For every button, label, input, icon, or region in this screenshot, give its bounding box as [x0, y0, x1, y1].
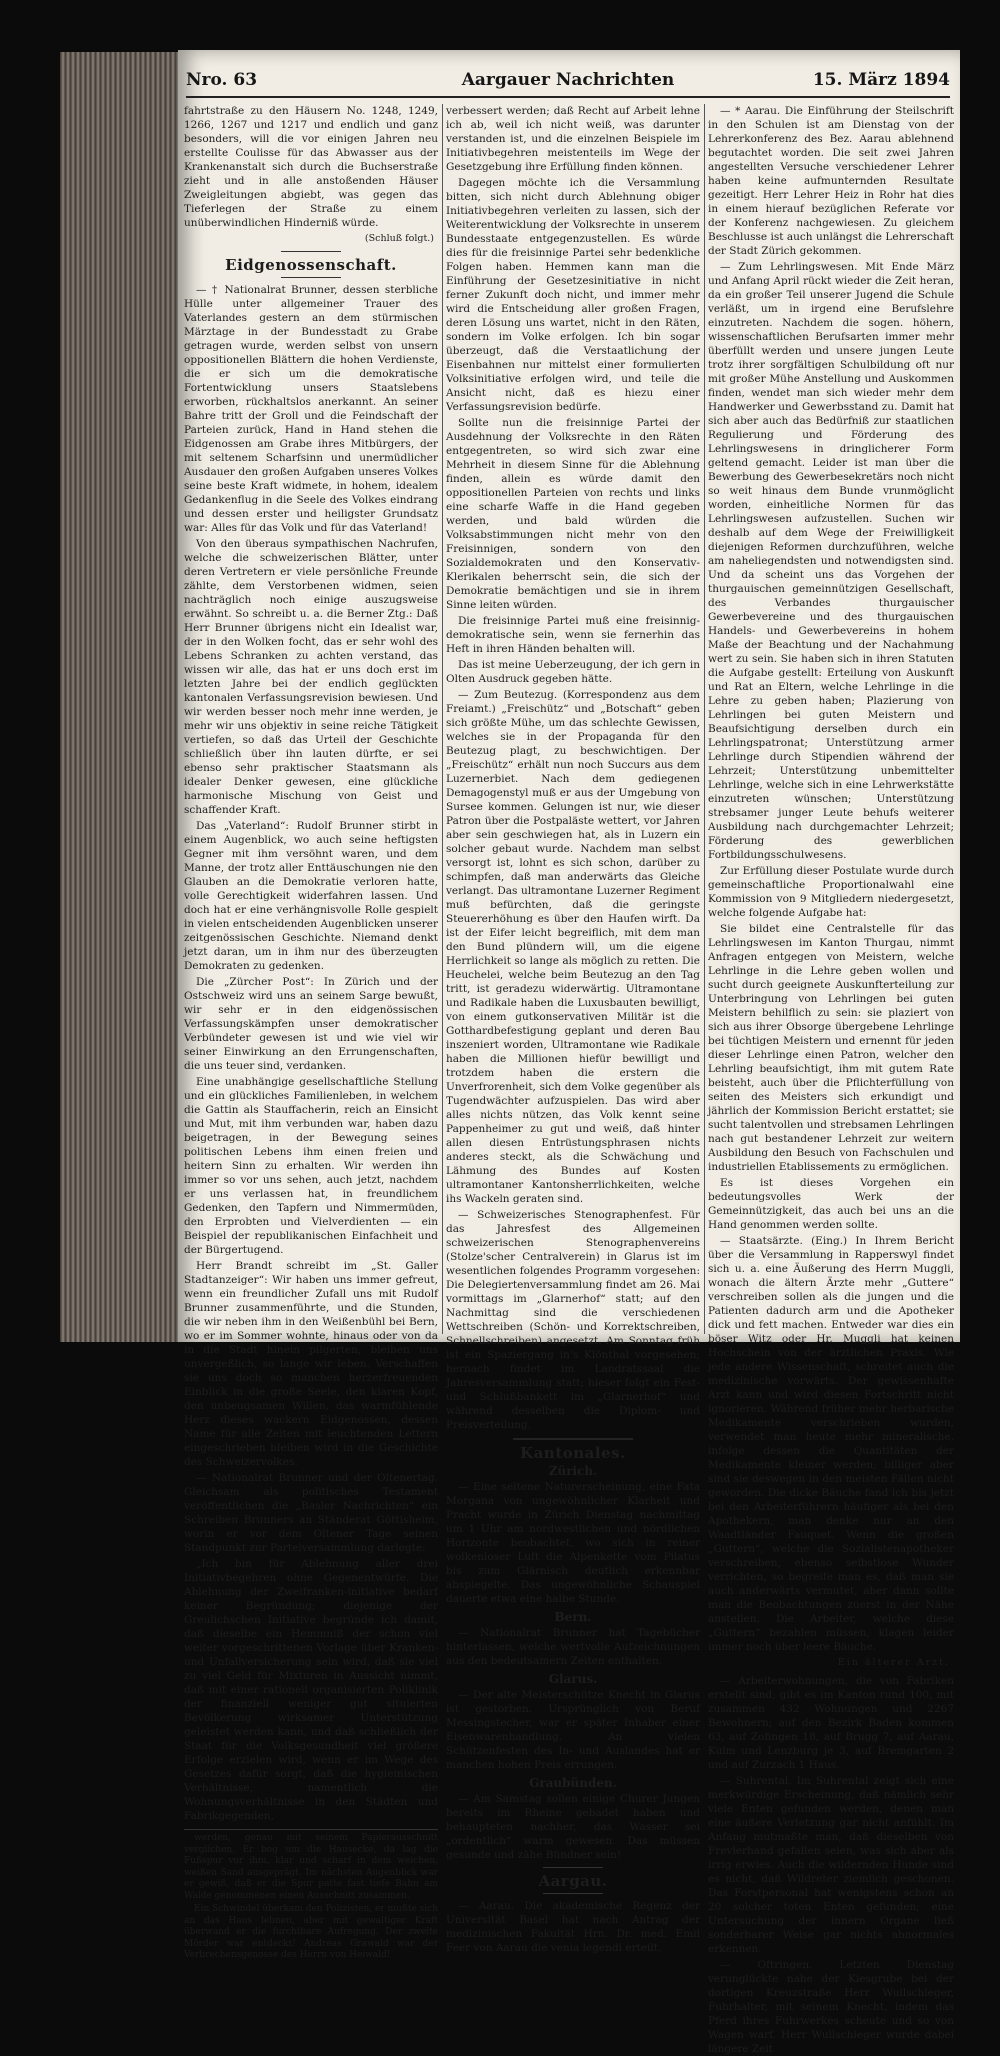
book-edge [60, 52, 178, 1342]
separator-rule [543, 1867, 603, 1868]
newspaper-page [178, 50, 960, 2055]
article-paragraph: Dagegen möchte ich die Versammlung bitten, sich nicht durch Ablehnung obiger Initiativbegehren verleiten zu lassen, sich der Weiterentwicklung der Volksrechte in unserem Bundesstaate entgegenzustellen. Es würde dies für die freisinnige Partei sehr bedenkliche Folgen haben. Hemmen kann man die Einführung der Gesetzesinitiative in nicht ferner Zukunft doch nicht, und immer mehr wird die Entscheidung aller großen Fragen, deren Lösung uns wartet, nicht in den Räten, sondern im Volke erfolgen. Ich bin sogar überzeugt, daß die Verstaatlichung der Eisenbahnen nur mittelst einer formulierten Volksinitiative erfolgen wird, und teile die Ansicht nicht, daß es hiezu einer Verfassungsrevision bedürfe. [446, 177, 700, 413]
article-paragraph: Eine unabhängige gesellschaftliche Stellung und ein glückliches Familienleben, in welchem die Gattin als Stauffacherin, reich an Einsicht und Mut, mit ihm verbunden war, haben dazu beigetragen, in der Bewegung seines politischen Lebens ihm einen freien und heitern Sinn zu erhalten. Wir werden ihn immer so vor uns sehen, auch jetzt, nachdem er uns verlassen hat, in freundlichem Gedenken, den Tapfern und Nimmermüden, den Erprobten und Vielverdienten — ein Beispiel der republikanischen Einfachheit und der Bürgertugend. [184, 1076, 438, 1256]
article-paragraph: — Eine seltene Naturerscheinung, eine Fata Morgana von ungewöhnlicher Klarheit und Pracht wurde in Zürich Dienstag nachmittag um 1 Uhr am nordwestlichen und nördlichen Horizonte beobachtet, wo sich in reiner wolkenloser Luft die Alpenkette vom Pilatus bis zum Glärnisch deutlich erkennbar abspiegelte. Das ungewöhnliche Schauspiel dauerte etwa eine halbe Stunde. [446, 1481, 700, 1605]
issue-number: Nro. 63 [186, 70, 258, 90]
article-paragraph: — Am Samstag sollen einige Churer Jungen bereits im Rheine gebadet haben und behaupteten nachher, das Wasser sei „ordentlich“ warm gewesen. Das müssen gesunde und zähe Bündner sein! [446, 1793, 700, 1861]
issue-date: 15. März 1894 [812, 70, 950, 90]
section-heading: Aargau. [538, 1872, 608, 1890]
article-paragraph: — Zum Beutezug. (Korrespondenz aus dem Freiamt.) „Freischütz“ und „Botschaft“ geben sich größte Mühe, um das schlechte Gewissen, welches sie in der Propaganda für den Beutezug plagt, zu beschwichtigen. Der „Freischütz“ erhält nun noch Succurs aus dem Luzernerbiet. Nach dem gediegenen Demagogenstyl muß er aus der Umgebung von Sursee kommen. Gelungen ist nur, wie dieser Patron über die Postpaläste wettert, vor Jahren aber sein geschwiegen hat, als in Luzern ein solcher gebaut wurde. Nachdem man selbst versorgt ist, lohnt es sich schon, darüber zu schimpfen, daß man anderwärts das Gleiche verlangt. Das ultramontane Luzerner Regiment muß befürchten, daß die geringste Steuererhöhung es über den Haufen wirft. Da ist der Eifer leicht begreiflich, mit dem man den Bund plündern will, um die eigene Herrlichkeit so lange als möglich zu retten. Die Heuchelei, welche beim Beutezug an den Tag tritt, ist geradezu widerwärtig. Ultramontane und Radikale haben die Luxusbauten bewilligt, von einem gutkonservativen Militär ist die Gotthardbefestigung geplant und deren Bau inszeniert worden, Ultramontane wie Radikale haben die Millionen hiefür bewilligt und trotzdem haben die erstern die Unverfrorenheit, sich dem Volke gegenüber als Tugendwächter aufzuspielen. Das wird aber alles nichts nützen, das Volk kennt seine Pappenheimer zu gut und weiß, daß hinter allen diesen Entrüstungsphrasen nichts anderes steckt, als die Schwächung und Lähmung des Bundes auf Kosten ultramontaner Kantonsherrlichkeiten, welche ihs Wackeln geraten sind. [446, 689, 700, 1205]
feuilleton-footnote [184, 1829, 438, 1962]
newspaper-title: Aargauer Nachrichten [461, 70, 675, 90]
separator-rule [543, 1893, 603, 1894]
section-heading: Kantonales. [520, 1444, 626, 1462]
article-paragraph: — Suhrental. Im Suhrental zeigt sich eine merkwürdige Erscheinung, daß nämlich sehr viele Enten gefunden werden, denen man eine äußere Verletzung gar nicht anfühlt. Im Anfang mutmaßte man, daß dieselben von Frevlerhand gefallen seien, was sich aber als irrig erwies. Auch die wildernden Hunde sind es nicht, daß Wildreter ziemlich geschonen. Das Forstpersonal hat wenigstens schon an 20 solcher toten Enten gefunden; eine Untersuchung der innern Organe ließ sonderbarer Weise gar nichts abnormales erkennen. [708, 1775, 954, 1955]
continuation-note: (Schluß folgt.) [364, 233, 434, 244]
header-rule [186, 96, 950, 98]
article-paragraph: — Nationalrat Brunner und der Oltenertag. Gleichsam als politisches Testament veröffentlichen die „Basler Nachrichten“ ein Schreiben Brunners an Ständerat Göttisheim, worin er vor dem Oltener Tage seinen Standpunkt zur Parteiversammlung darlegte: [184, 1472, 438, 1554]
article-paragraph: — † Nationalrat Brunner, dessen sterbliche Hülle unter allgemeiner Trauer des Vaterlandes gestern an dem stürmischen Märztage in der Bundesstadt zu Grabe getragen wurde, werden selbst von unsern oppositionellen Blättern die hohen Verdienste, die er sich um die demokratische Fortentwicklung unsers Staatslebens erworben, rückhaltslos anerkannt. An seiner Bahre tritt der Groll und die Feindschaft der Parteien zurück, Hand in Hand stehen die Eidgenossen am Grabe ihres Mitbürgers, der mit seltenem Scharfsinn und unermüdlicher Ausdauer den großen Aufgaben unseres Volkes seine beste Kraft widmete, in hohem, idealem Gedankenflug in die Seele des Volkes eindrang und dessen erster und heiligster Grundsatz war: Alles für das Volk und für das Vaterland! [184, 284, 438, 534]
article-paragraph: Das „Vaterland“: Rudolf Brunner stirbt in einem Augenblick, wo auch seine heftigsten Gegner mit ihm versöhnt waren, und dem Manne, der trotz aller Enttäuschungen nie den Glauben an die Demokratie verloren hatte, volle Gerechtigkeit widerfahren lassen. Und doch hat er eine verhängnisvolle Rolle gespielt in vielen entscheidenden Augenblicken unserer zeitgenössischen Geschichte. Niemand denkt jetzt daran, um in ihm nur des überzeugten Demokraten zu gedenken. [184, 820, 438, 972]
article-paragraph: Herr Brandt schreibt im „St. Galler Stadtanzeiger“: Wir haben uns immer gefreut, wenn ein freundlicher Zufall uns mit Rudolf Brunner zusammenführte, und die Stunden, die wir neben ihm in den Weißenbühl bei Bern, wo er im Sommer wohnte, hinaus oder von da in die Stadt hinein pilgerten, bleiben uns unvergeßlich, so lange wir leben. Verschaffen sie uns doch so manchen herzerfreuenden Einblick in die große Seele, den klaren Kopf, den unbeugsamen Willen, das warmfühlende Herz dieses wackern Eidgenossen, dessen Name für alle Zeiten mit leuchtenden Lettern eingeschrieben bleiben wird in die Geschichte des Schweizervolkes. [184, 1260, 438, 1468]
article-paragraph: — Nationalrat Brunner hat Tagebücher hinterlassen, welche wertvolle Aufzeichnungen aus den bedeutsamern Zeiten enthalten. [446, 1627, 700, 1667]
article-paragraph: — Oftringen. Letzten Dienstag verunglückte nahe der Kiesgrube bei der dortigen Kreuzstraße Herr Wullschleger, Fuhrhalter, mit seinem Knecht, indem das Pferd ihres Fuhrwerkes scheute und so von Wagen warf. Herr Wullschleger wurde dabei längere Zeit [708, 1959, 954, 2055]
article-paragraph: Die freisinnige Partei muß eine freisinnig-demokratische sein, wenn sie fernerhin das Heft in ihren Händen behalten will. [446, 615, 700, 655]
article-paragraph: — Schweizerisches Stenographenfest. Für das Jahresfest des Allgemeinen schweizerischen Stenographenvereins (Stolze'scher Centralverein) in Glarus ist im wesentlichen folgendes Programm vorgesehen: Die Delegiertenversammlung findet am 26. Mai vormittags im „Glarnerhof“ statt; auf den Nachmittag sind die verschiedenen Wettschreiben (Schön- und Korrektschreiben, Schnellschreiben) angesetzt. Am Sonntag früh ist ein Spaziergang in's Klönthal vorgesehen; hernach findet im Landratssaal die Jahresversammlung statt; hieser folgt ein Fest- und Schlußbankett im „Glarnerhof“ und während desselben die Diplom- und Preisverteilung. [446, 1209, 700, 1431]
article-paragraph: Zur Erfüllung dieser Postulate wurde durch gemeinschaftliche Proportionalwahl eine Kommission von 9 Mitgliedern niedergesetzt, welche folgende Aufgabe hat: [708, 865, 954, 919]
article-paragraph: — * Aarau. Die Einführung der Steilschrift in den Schulen ist am Dienstag von der Lehrerkonferenz des Bez. Aarau ablehnend begutachtet worden. Die seit zwei Jahren angestellten Versuche verschiedener Lehrer haben keine aufmunternden Resultate gezeitigt. Herr Lehrer Heiz in Rohr hat dies in einem hierauf bezüglichen Referate vor der Konferenz nachgewiesen. Zu gleichem Beschlusse ist auch unlängst die Lehrerschaft der Stadt Zürich gekommen. [708, 105, 954, 257]
separator-rule [281, 277, 341, 278]
article-signature: Ein älterer Arzt. [837, 1657, 950, 1668]
article-paragraph: Sollte nun die freisinnige Partei der Ausdehnung der Volksrechte in den Räten entgegentreten, so wird sich zwar eine Mehrheit in diesem Sinne für die Ablehnung finden, allein es würde damit den oppositionellen Parteien von rechts und links eine scharfe Waffe in die Hand gegeben werden, und bald würden die Volksabstimmungen nicht mehr von den Freisinnigen, sondern von den Sozialdemokraten und den Konservativ-Klerikalen beherrscht sein, die sich der Demokratie bemächtigen und sie in ihrem Sinne leiten würden. [446, 417, 700, 611]
column-divider [704, 104, 705, 1334]
article-paragraph: Die „Zürcher Post“: In Zürich und der Ostschweiz wird uns an seinem Sarge bewußt, wir sehr er in den eidgenössischen Verfassungskämpfen unser demokratischer Verbündeter gewesen ist und wie viel wir seiner Einwirkung an den Errungenschaften, die uns teuer sind, verdanken. [184, 976, 438, 1072]
column-right [708, 104, 954, 2055]
article-paragraph: — Arbeiterwohnungen, die von Fabriken erstellt sind, gibt es im Kanton rund 100, mit zusammen 432 Wohnungen und 2267 Bewohnern; auf den Bezirk Baden kommen 63, auf Zofingen 18, auf Brugg 7, auf Aarau, Kulm und Lenzburg je 3, auf Bremgarten 2 und auf Zurzach 1 Haus. [708, 1675, 954, 1771]
article-paragraph: — Staatsärzte. (Eing.) In Ihrem Bericht über die Versammlung in Rapperswyl findet sich u. a. eine Äußerung des Herrn Muggli, wonach die ältern Ärzte mehr „Guttere“ verschreiben sollen als die jungen und die Patienten dadurch arm und die Apotheker dick und fett machen. Entweder war dies ein böser Witz oder Hr. Muggli hat keinen Hochschein von der ärztlichen Praxis. Wie jede andere Wissenschaft, schreitet auch die medizinische vorwärts. Der gewissenhafte Arzt kann und wird diesen Fortschritt nicht ignorieren. Während früher mehr herbarische Medikamente verschrieben wurden, verwendet man heute mehr mineralische, infolge dessen die Quantitäten der Medikamente kleiner werden; billiger aber sind sie deswegen in den meisten Fällen nicht geworden. Die dicke Bäuche fand ich bis jetzt bei den Arbeiterführern häufiger als bei den Apothekern, man denke nur an den Waadtländer Fauquet. Wenn die großen „Guttern“, welche die Sozialistenapotheker verschreiben, ebenso selbstlose Wunder verrichten, so begreife man es, daß man sie auch anderwärts vermutet, aber dann sollte man die Beobachtungen zuerst in der Nähe anstellen. Die Arbeiter, welche diese „Guttern“ bezahlen müssen, klagen leider immer noch über leere Bäuche. [708, 1235, 954, 1653]
canton-heading: Glarus. [548, 1672, 598, 1686]
separator-rule [513, 1438, 633, 1440]
footnote-paragraph: werden, genau mit seinem Papierausschnitt verglichen. Er bog um die Hausecke, da lag die Fußspur vor ihm, klar und scharf in dem weichen, weißen Sand ausgeprägt. Im nächsten Augenblick war er gewiß, daß er die Spur patte fast tiefe Bahn am Walde genommenen einen Ausschnitt zusammen. [184, 1833, 438, 1901]
article-paragraph: fahrtstraße zu den Häusern No. 1248, 1249, 1266, 1267 und 1217 und endlich und ganz besonders, will die vor einigen Jahren neu erstellte Coulisse für das Abwasser aus der Krankenanstalt sich durch die Buchserstraße zieht und in alle anstoßenden Häuser Zweigleitungen abgiebt, was gegen das Tieferlegen der Straße zu einem unüberwindlichen Hinderniß würde. [184, 105, 438, 229]
footnote-paragraph: Ein Schwindel überkam den Polizisten, er mußte sich an das Haus lehnen, aber mit gewaltiger Kraft überwand er die furchtbare Aufregung. Der zweite Mörder war entdeckt! Andreas Grawald war der Verbrechensgenosse des Herrn von Heiwald! [184, 1904, 438, 1960]
article-paragraph: Das ist meine Ueberzeugung, der ich gern in Olten Ausdruck gegeben hätte. [446, 659, 700, 685]
article-paragraph: Von den überaus sympathischen Nachrufen, welche die schweizerischen Blätter, unter deren Vertretern er viele persönliche Freunde zählte, dem Verstorbenen widmen, seien nachträglich noch einige auszugsweise erwähnt. So schreibt u. a. die Berner Ztg.: Daß Herr Brunner übrigens nicht ein Idealist war, der in den Wolken focht, das er sehr wohl des Lebens Schranken zu achten verstand, das wissen wir alle, das hat er uns doch erst im letzten Jahre bei der endlich geglückten kantonalen Verfassungsrevision bewiesen. Und wir werden besser noch mehr inne werden, je mehr wir uns objektiv in seine reiche Tätigkeit vertiefen, so daß das Urteil der Geschichte schließlich über ihn lauten dürfte, er sei ebenso sehr praktischer Staatsmann als idealer Denker gewesen, eine glückliche harmonische Mischung von Geist und schaffender Kraft. [184, 538, 438, 816]
article-paragraph: verbessert werden; daß Recht auf Arbeit lehne ich ab, weil ich nicht weiß, was darunter verstanden ist, und die einzelnen Beispiele im Initiativbegehren meistenteils im Wege der Gesetzgebung ihre Erfüllung finden können. [446, 105, 700, 173]
canton-heading: Graubünden. [529, 1776, 617, 1790]
article-paragraph: — Der alte Meisterschütze Knecht in Glarus ist gestorben. Ursprünglich von Beruf Messingstecher, war er später Inhaber einer Eisenwarenhandlung. An vielen Schützenfesten des In- und Auslandes hat er manchen hohen Preis errungen. [446, 1689, 700, 1771]
section-heading: Eidgenossenschaft. [225, 256, 397, 274]
article-paragraph: „Ich bin für Ablehnung aller drei Initiativbegehren ohne Gegenentwürfe. Die Ablehnung der Zweifranken-initiative bedarf keiner Begründung; diejenige der Greulichschen Initiative begründe ich damit, daß dieselbe ein Hemmniß der schon viel weiter vorgeschrittenen Vorlage über Kranken- und Unfallversicherung sein wird, daß sie viel zu viel Geld für Mixturen in Aussicht nimmt, daß mit einer rationell organisierten Poliklinik der finanziell weniger gut situierten Bevölkerung wirksamer Unterstützung geleistet werden kann, und daß schließlich der Staat für die Volksgesundheit viel größere Erfolge erzielen wird, wenn er im Wege des Gesetzes dafür sorgt, daß die hygieinischen Verhältnisse, namentlich die Wohnungsverhältnisse in den Städten und Fabrikgegenden, [184, 1558, 438, 1822]
article-paragraph: — Zum Lehrlingswesen. Mit Ende März und Anfang April rückt wieder die Zeit heran, da ein großer Teil unserer Jugend die Schule verläßt, um in irgend eine Berufslehre einzutreten. Nachdem die sogen. höhern, wissenschaftlichen Berufsarten immer mehr überfüllt werden und unsere jungen Leute trotz ihrer sorgfältigen Schulbildung oft nur mit großer Mühe Anstellung und Auskommen finden, wendet man sich wieder mehr dem Handwerker und Gewerbsstand zu. Damit hat sich aber auch das Bedürfniß zur staatlichen Regulierung und Förderung des Lehrlingswesens in dringlicherer Form geltend gemacht. Leider ist man über die Bewerbung des Gewerbesekretärs noch nicht so weit hinaus dem Bunde vrunmöglicht worden, einheitliche Normen für das Lehrlingswesen aufzustellen. Suchen wir deshalb auf dem Wege der Freiwilligkeit diejenigen Reformen durchzuführen, welche am naheliegendsten und notwendigsten sind. Und da scheint uns das Vorgehen der thurgauischen gemeinnützigen Gesellschaft, des Verbandes thurgauischer Gewerbevereine und des thurgauischen Handels- und Gewerbevereins in hohem Maße der Beachtung und der Nachahmung wert zu sein. Sie haben sich in ihren Statuten die Aufgabe gestellt: Erteilung von Auskunft und Rat an Eltern, welche Lehrlinge in die Lehre zu geben haben; Plazierung von Lehrlingen bei guten Meistern und Beaufsichtigung derselben durch ein Lehrlingspatronat; Unterstützung armer Lehrlinge durch Stipendien während der Lehrzeit; Unterstützung unbemittelter Lehrlinge, welche sich in eine Lehrwerkstätte einzutreten wünschen; Unterstützung strebsamer junger Leute behufs weiterer Ausbildung nach durchgemachter Lehrzeit; Förderung des gewerblichen Fortbildungsschulwesens. [708, 261, 954, 861]
column-middle [446, 104, 700, 1954]
canton-heading: Bern. [554, 1610, 592, 1624]
article-paragraph: Es ist dieses Vorgehen ein bedeutungsvolles Werk der Gemeinnützigkeit, das auch bei uns an die Hand genommen werden sollte. [708, 1177, 954, 1231]
separator-rule [281, 251, 341, 252]
column-divider [442, 104, 443, 1334]
canton-heading: Zürich. [548, 1464, 598, 1478]
article-paragraph: — Aarau. Die akademische Regenz der Universität Basel hat nach Antrag der medizinischen Fakultät Hrn. Dr. med. Emil Feer von Aarau die venia legendi erteilt. [446, 1900, 700, 1954]
page-header [186, 70, 950, 96]
article-paragraph: Sie bildet eine Centralstelle für das Lehrlingswesen im Kanton Thurgau, nimmt Anfragen entgegen von Meistern, welche Lehrlinge in die Lehre geben wollen und sucht durch geeignete Auskunfterteilung zur Unterbringung von Lehrlingen bei guten Meistern behilflich zu sein: sie plaziert von sich aus ihrer Obsorge übergebene Lehrlinge bei tüchtigen Meistern und ernennt für jeden dieser Lehrlinge einen Patron, welcher den Lehrling beaufsichtigt, ihm mit gutem Rate beisteht, auch über die Pflichterfüllung von seiten des Meisters sich erkundigt und jährlich der Kommission Bericht erstattet; sie sucht talentvollen und strebsamen Lehrlingen nach gut bestandener Lehrzeit zur weitern Ausbildung den Besuch von Fachschulen und industriellen Etablissements zu ermöglichen. [708, 923, 954, 1173]
column-left [184, 104, 438, 1960]
